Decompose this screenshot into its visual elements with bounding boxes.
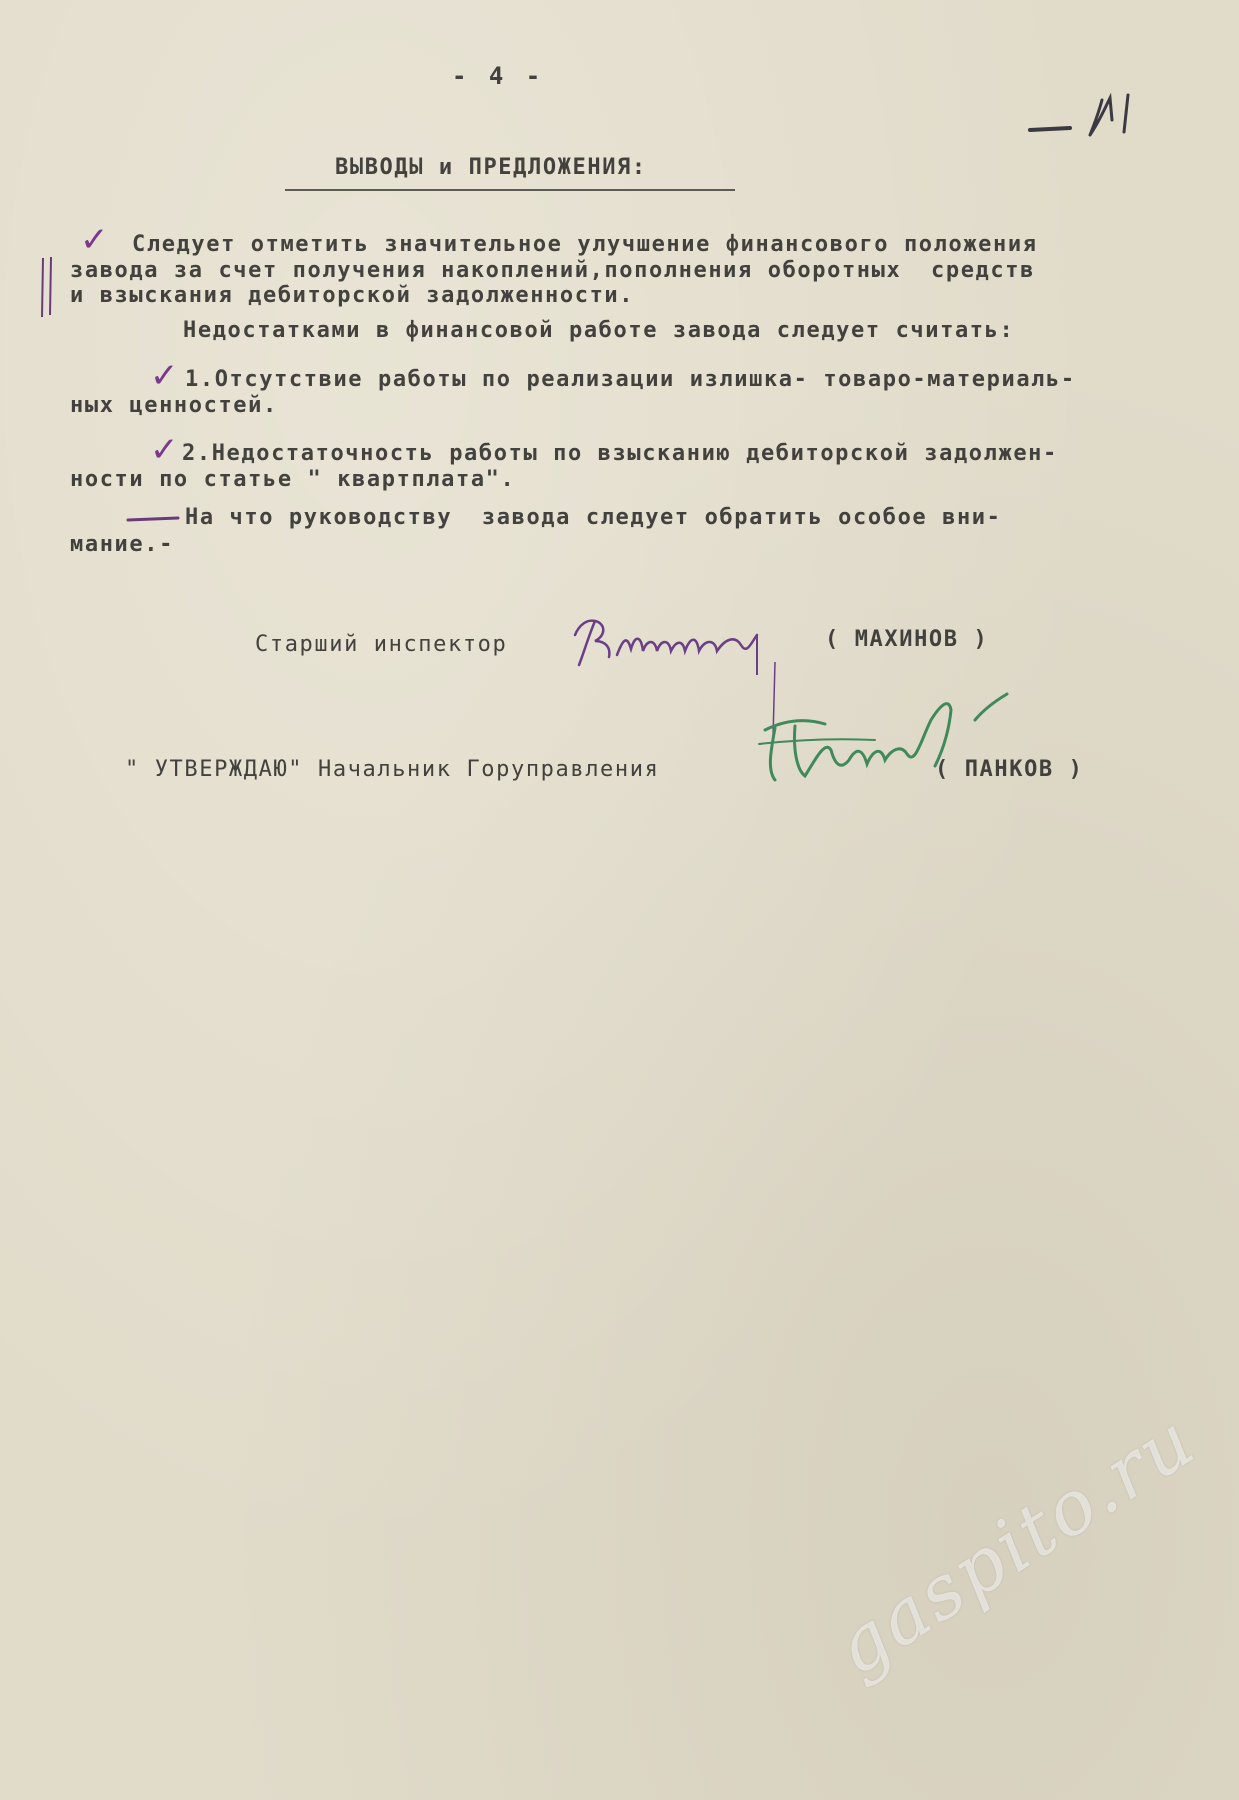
closing-line-2: мание.- [70, 532, 174, 557]
paragraph-1-line-2: завода за счет получения накоплений,пополнения оборотных средств [70, 258, 1035, 283]
signatory-2-title: " УТВЕРЖДАЮ" Начальник Горуправления [125, 757, 660, 782]
signature-1-handwriting [565, 605, 805, 685]
signatory-2-name: ( ПАНКОВ ) [935, 757, 1084, 782]
paragraph-2-line-1: Недостатками в финансовой работе завода следует считать: [183, 318, 1015, 343]
page-number: - 4 - [452, 62, 545, 90]
closing-line-1: На что руководству завода следует обратить особое вни- [185, 505, 1002, 530]
paragraph-1-line-1: Следует отметить значительное улучшение финансового положения [132, 232, 1038, 257]
check-mark-icon: ✓ [150, 430, 179, 470]
signatory-1-title: Старший инспектор [255, 632, 508, 657]
paragraph-1-line-3: и взыскания дебиторской задолженности. [70, 283, 635, 308]
signature-2-handwriting [745, 680, 1045, 800]
heading-underline [285, 189, 735, 191]
item-2-line-1: 2.Недостаточность работы по взысканию дебиторской задолжен- [182, 441, 1058, 466]
check-mark-icon: ✓ [80, 220, 109, 260]
archive-mark-handwriting [1020, 80, 1150, 150]
dash-mark-handwriting [126, 512, 182, 526]
item-1-line-1: 1.Отсутствие работы по реализации излишка- товаро-материаль- [185, 367, 1076, 392]
check-mark-icon: ✓ [150, 356, 179, 396]
margin-double-bar [38, 255, 58, 320]
watermark: gaspito.ru [820, 1396, 1211, 1693]
section-heading: ВЫВОДЫ и ПРЕДЛОЖЕНИЯ: [335, 155, 647, 180]
item-2-line-2: ности по статье " квартплата". [70, 467, 516, 492]
item-1-line-2: ных ценностей. [70, 393, 278, 418]
signatory-1-name: ( МАХИНОВ ) [825, 627, 989, 652]
